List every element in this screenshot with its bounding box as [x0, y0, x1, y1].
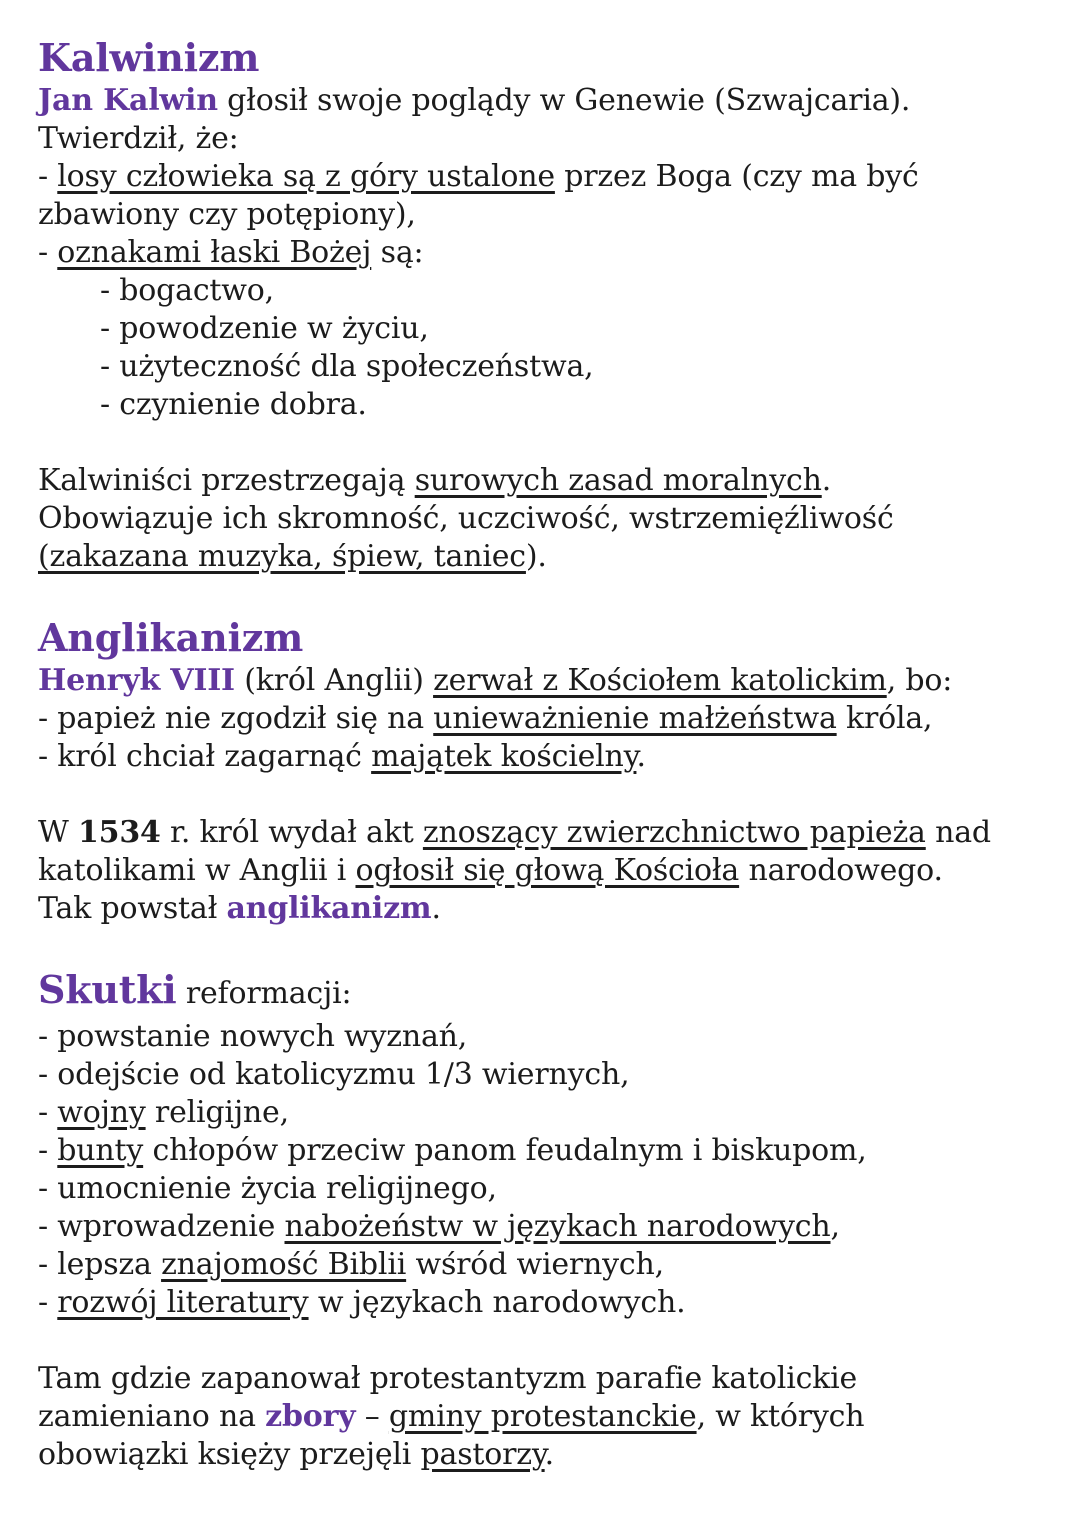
list-item	[38, 738, 1060, 776]
key-term-anglikanizm: anglikanizm	[226, 891, 432, 926]
underlined-phrase: gminy protestanckie	[388, 1399, 697, 1434]
list-item	[38, 158, 1060, 196]
section-anglikanizm	[38, 614, 1060, 776]
underlined-phrase: losy człowieka są z góry ustalone	[57, 159, 555, 194]
text-line: zbawiony czy potępiony),	[38, 197, 416, 232]
text-line	[38, 462, 1060, 500]
text-segment: , w których	[696, 1399, 865, 1434]
text-segment: ,	[830, 1209, 840, 1244]
text-line	[38, 1436, 1060, 1474]
section-akt-1534	[38, 814, 1060, 928]
underlined-phrase: (zakazana muzyka, śpiew, taniec	[38, 539, 526, 574]
underlined-phrase: nabożeństw w językach narodowych	[284, 1209, 831, 1244]
text-segment: -	[38, 1095, 58, 1130]
text-segment: religijne,	[145, 1095, 289, 1130]
text-segment: - król chciał zagarnąć	[38, 739, 372, 774]
text-segment: obowiązki księży przejęli	[38, 1437, 421, 1472]
text-line	[38, 538, 1060, 576]
list-item: - powstanie nowych wyznań,	[38, 1019, 468, 1054]
text-segment: w językach narodowych.	[308, 1285, 686, 1320]
list-item	[38, 1246, 1060, 1284]
text-line: Tam gdzie zapanował protestantyzm parafie katolickie	[38, 1361, 858, 1396]
text-line	[38, 662, 1060, 700]
paragraph-spacer	[38, 928, 1060, 966]
underlined-phrase: unieważnienie małżeństwa	[433, 701, 837, 736]
underlined-phrase: surowych zasad moralnych	[414, 463, 822, 498]
text-segment: ).	[525, 539, 547, 574]
sub-list-item: - użyteczność dla społeczeństwa,	[100, 349, 594, 384]
text-segment: .	[431, 891, 441, 926]
underlined-phrase: znoszący zwierzchnictwo papieża	[422, 815, 926, 850]
text-segment: głosił swoje poglądy w Genewie (Szwajcaria).	[217, 83, 911, 118]
heading-kalwinizm: Kalwinizm	[38, 35, 260, 80]
text-segment: .	[636, 739, 646, 774]
list-item	[38, 234, 1060, 272]
text-segment: -	[38, 1285, 58, 1320]
year-1534: 1534	[77, 815, 161, 850]
underlined-phrase: zerwał z Kościołem katolickim	[433, 663, 887, 698]
text-segment: reformacji:	[176, 976, 352, 1011]
paragraph-spacer	[38, 424, 1060, 462]
underlined-phrase: rozwój literatury	[57, 1285, 309, 1320]
underlined-phrase: majątek kościelny	[371, 739, 637, 774]
key-term-jan-kalwin: Jan Kalwin	[38, 83, 218, 118]
list-item	[38, 1208, 1060, 1246]
section-skutki	[38, 966, 1060, 1322]
section-kalwinizm	[38, 34, 1060, 424]
text-segment: -	[38, 235, 58, 270]
list-item	[38, 1094, 1060, 1132]
key-term-zbory: zbory	[265, 1399, 356, 1434]
text-line	[38, 814, 1060, 852]
sub-list-item: - bogactwo,	[100, 273, 274, 308]
text-line: Twierdził, że:	[38, 121, 239, 156]
paragraph-spacer	[38, 576, 1060, 614]
text-segment: Tak powstał	[38, 891, 227, 926]
text-segment: katolikami w Anglii i	[38, 853, 356, 888]
text-segment: r. król wydał akt	[160, 815, 423, 850]
text-segment: –	[355, 1399, 389, 1434]
text-line	[38, 1398, 1060, 1436]
text-segment: - papież nie zgodził się na	[38, 701, 434, 736]
heading-anglikanizm: Anglikanizm	[38, 615, 304, 660]
heading-skutki-line	[38, 966, 1060, 1018]
text-segment: narodowego.	[739, 853, 943, 888]
section-zbory	[38, 1360, 1060, 1474]
text-line	[38, 82, 1060, 120]
list-item: - umocnienie życia religijnego,	[38, 1171, 497, 1206]
text-segment: -	[38, 159, 58, 194]
text-segment: nad	[925, 815, 991, 850]
list-item	[38, 700, 1060, 738]
text-segment: króla,	[836, 701, 933, 736]
underlined-phrase: znajomość Biblii	[161, 1247, 407, 1282]
list-item	[38, 1132, 1060, 1170]
section-zasady-kalwinistow	[38, 462, 1060, 576]
heading-skutki: Skutki	[38, 967, 177, 1012]
paragraph-spacer	[38, 776, 1060, 814]
text-segment: W	[38, 815, 78, 850]
underlined-phrase: oznakami łaski Bożej	[57, 235, 372, 270]
text-segment: chłopów przeciw panom feudalnym i biskupom,	[143, 1133, 867, 1168]
text-line: Obowiązuje ich skromność, uczciwość, wstrzemięźliwość	[38, 501, 894, 536]
text-segment: .	[544, 1437, 554, 1472]
text-segment: (król Anglii)	[234, 663, 434, 698]
text-segment: , bo:	[886, 663, 953, 698]
underlined-phrase: bunty	[57, 1133, 144, 1168]
sub-list-item: - czynienie dobra.	[100, 387, 367, 422]
text-segment: -	[38, 1133, 58, 1168]
underlined-phrase: pastorzy	[420, 1437, 545, 1472]
list-item: - odejście od katolicyzmu 1/3 wiernych,	[38, 1057, 630, 1092]
paragraph-spacer	[38, 1322, 1060, 1360]
text-segment: - wprowadzenie	[38, 1209, 285, 1244]
text-segment: wśród wiernych,	[406, 1247, 664, 1282]
text-segment: przez Boga (czy ma być	[554, 159, 919, 194]
text-line	[38, 852, 1060, 890]
text-segment: są:	[371, 235, 424, 270]
text-segment: .	[821, 463, 832, 498]
underlined-phrase: wojny	[57, 1095, 146, 1130]
underlined-phrase: ogłosił się głową Kościoła	[355, 853, 740, 888]
sub-list-item: - powodzenie w życiu,	[100, 311, 429, 346]
key-term-henryk-viii: Henryk VIII	[38, 663, 235, 698]
text-segment: Kalwiniści przestrzegają	[38, 463, 415, 498]
text-line	[38, 890, 1060, 928]
list-item	[38, 1284, 1060, 1322]
text-segment: zamieniano na	[38, 1399, 266, 1434]
text-segment: - lepsza	[38, 1247, 162, 1282]
